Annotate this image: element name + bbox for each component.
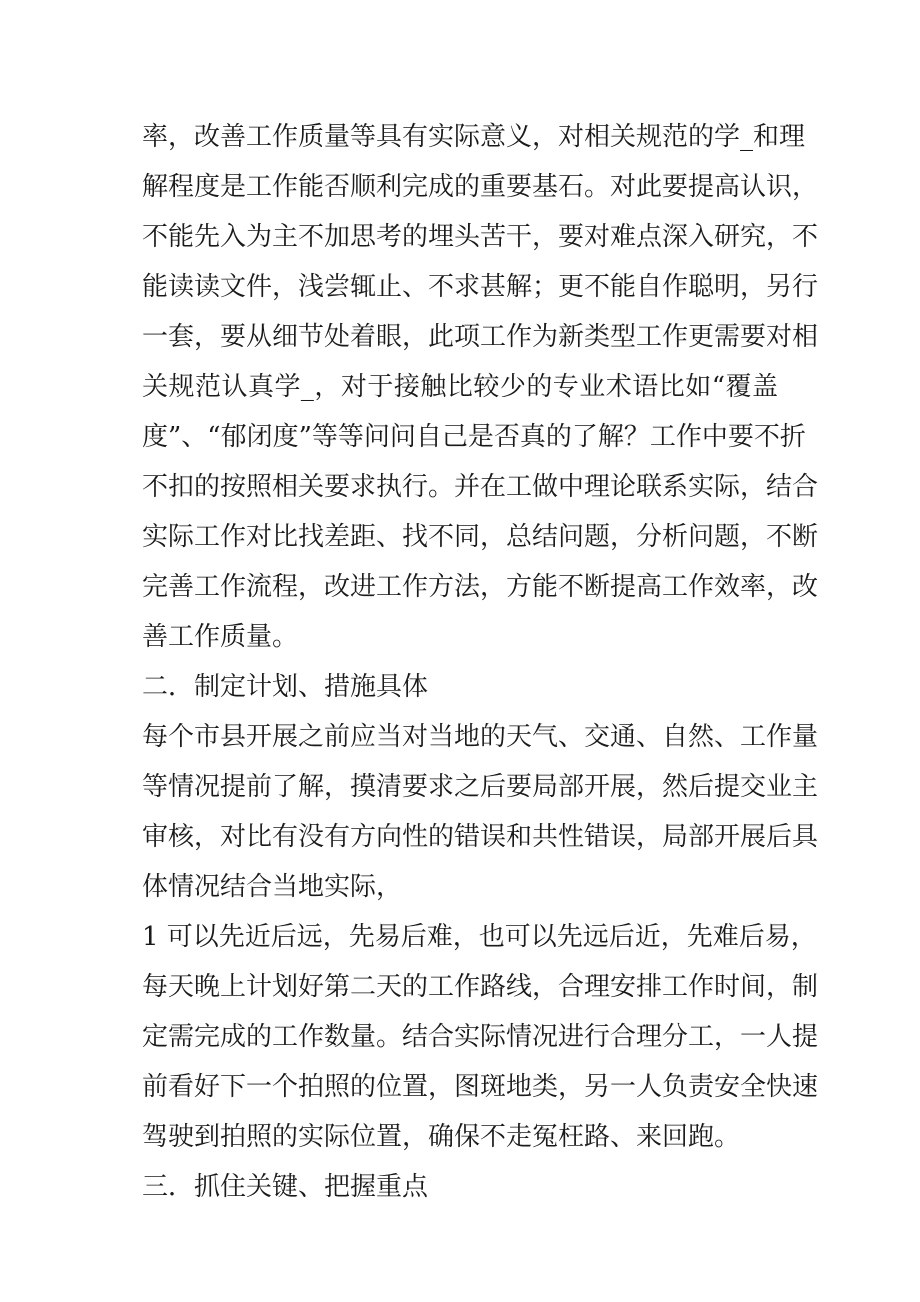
- text-line: 每天晚上计划好第二天的工作路线，合理安排工作时间，制: [142, 972, 819, 1002]
- text-line: 定需完成的工作数量。结合实际情况进行合理分工，一人提: [142, 1022, 819, 1052]
- text-line: 审核，对比有没有方向性的错误和共性错误，局部开展后具: [142, 822, 819, 852]
- text-line: 不扣的按照相关要求执行。并在工做中理论联系实际，结合: [142, 472, 819, 502]
- section-heading: 二．制定计划、措施具体: [142, 672, 429, 702]
- text-line: 前看好下一个拍照的位置，图斑地类，另一人负责安全快速: [142, 1072, 819, 1102]
- text-line: 关规范认真学_，对于接触比较少的专业术语比如“覆盖: [142, 372, 778, 402]
- text-line: 不能先入为主不加思考的埋头苦干，要对难点深入研究，不: [142, 222, 819, 252]
- text-line: 每个市县开展之前应当对当地的天气、交通、自然、工作量: [142, 722, 819, 752]
- text-line: 驾驶到拍照的实际位置，确保不走冤枉路、来回跑。: [142, 1122, 741, 1152]
- text-line: 完善工作流程，改进工作方法，方能不断提高工作效率，改: [142, 572, 819, 602]
- text-line: 一套，要从细节处着眼，此项工作为新类型工作更需要对相: [142, 322, 819, 352]
- text-line: 善工作质量。: [142, 622, 299, 652]
- text-line: 等情况提前了解，摸清要求之后要局部开展，然后提交业主: [142, 772, 819, 802]
- section-heading: 三．抓住关键、把握重点: [142, 1172, 429, 1202]
- text-line: 1 可以先近后远，先易后难，也可以先远后近，先难后易，: [142, 922, 817, 952]
- text-line: 实际工作对比找差距、找不同，总结问题，分析问题，不断: [142, 522, 819, 552]
- text-line: 能读读文件，浅尝辄止、不求甚解；更不能自作聪明，另行: [142, 272, 819, 302]
- text-line: 解程度是工作能否顺利完成的重要基石。对此要提高认识，: [142, 172, 819, 202]
- text-line: 率，改善工作质量等具有实际意义，对相关规范的学_和理: [142, 122, 806, 152]
- text-line: 度”、“郁闭度”等等问问自己是否真的了解？工作中要不折: [142, 422, 806, 452]
- text-line: 体情况结合当地实际，: [142, 872, 403, 902]
